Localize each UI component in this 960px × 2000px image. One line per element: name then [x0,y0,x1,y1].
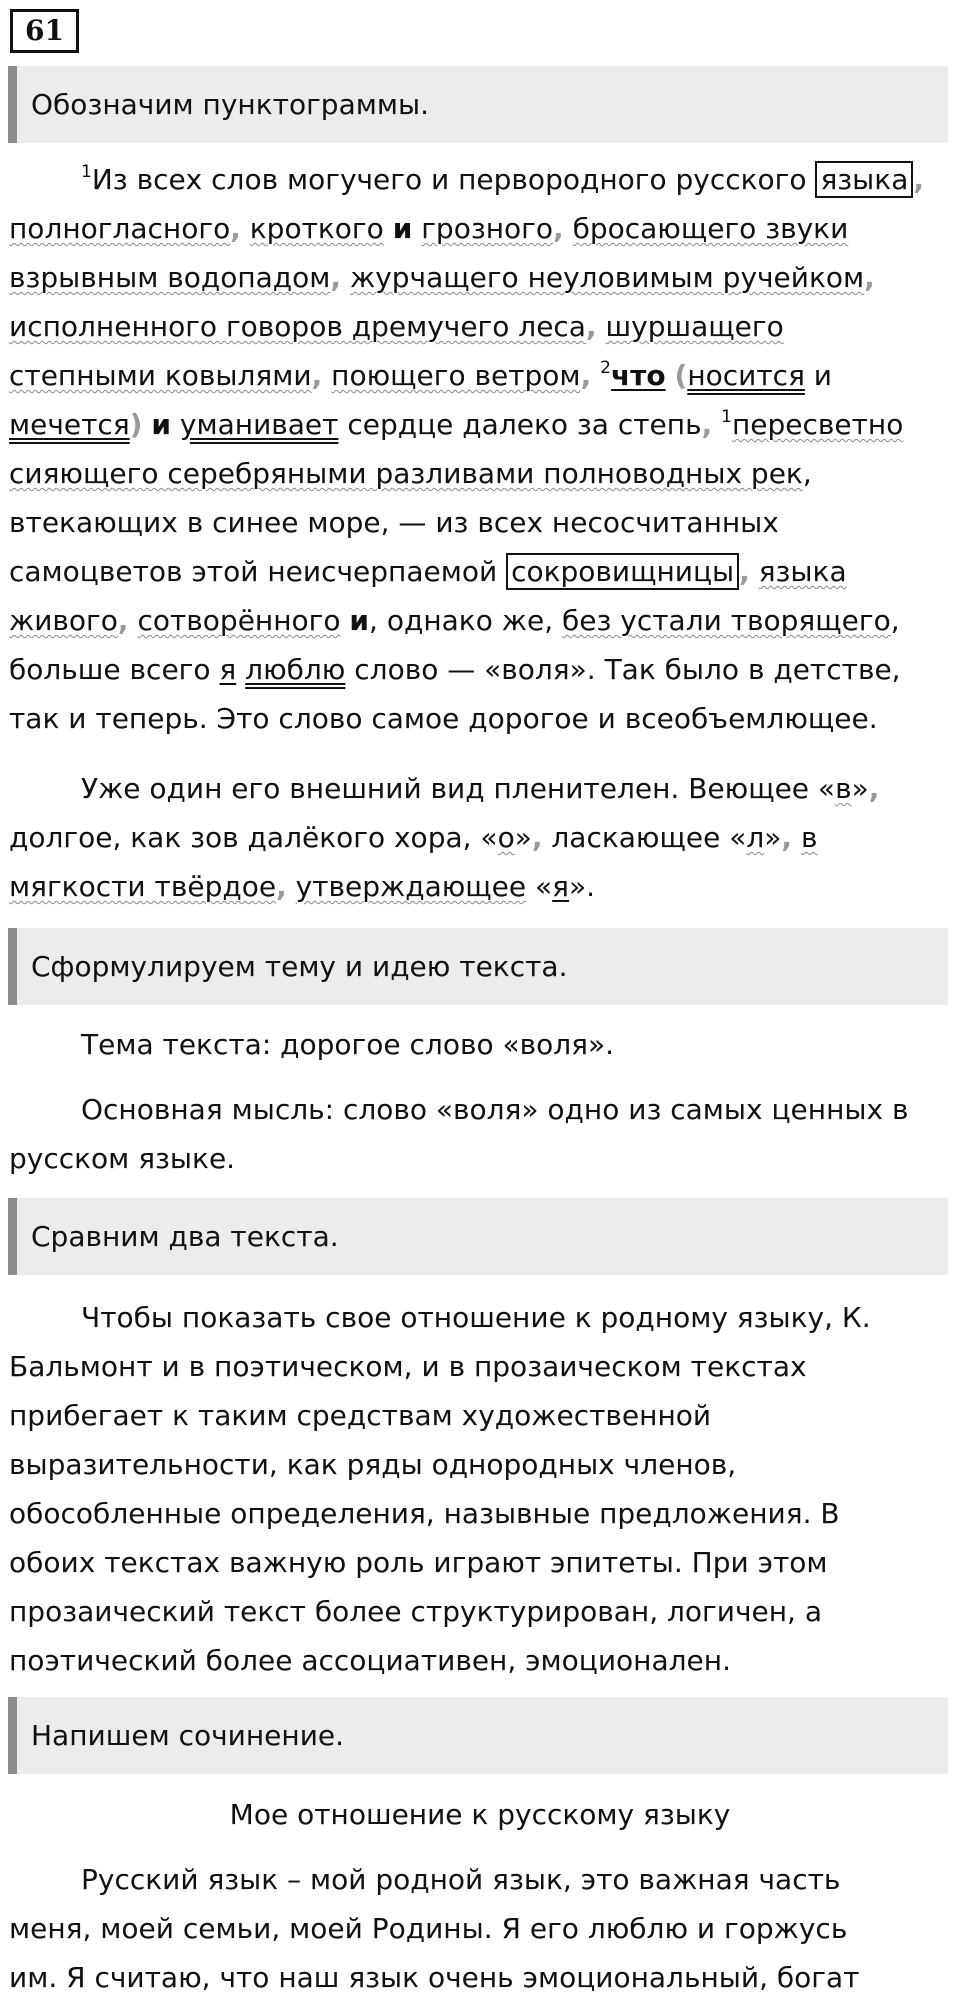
essay-title: Мое отношение к русскому языку [229,1798,731,1831]
idea-text: Основная мысль: слово «воля» одно из самых ценных в [81,1093,909,1126]
sentence-number: 2 [600,358,611,378]
text-line: живого, сотворённого и, однако же, без устали творящего, [9,604,900,637]
punct-mark: , [311,359,323,392]
text-line: мягкости твёрдое, утверждающее «я». [9,870,596,903]
punct-mark: , [553,212,564,245]
text-line: обособленные определения, назывные предложения. В [9,1497,840,1530]
boxed-word: сокровищницы [506,553,739,590]
punct-mark: , [913,163,924,196]
section-heading-compare: Сравним два текста. [8,1198,948,1275]
text-line: долгое, как зов далёкого хора, «о», ласкающее «л», в [9,821,818,854]
section-heading-punctograms: Обозначим пунктограммы. [8,66,948,143]
text-line: $^1$Из всех слов могучего и первородного русского языка , [81,162,924,196]
punct-mark: , [276,870,287,903]
text-line: прозаический текст более структурирован, логичен, а [9,1595,822,1628]
punct-mark: , [701,408,713,441]
text-line: обоих текстах важную роль играют эпитеты. При этом [9,1546,828,1579]
punct-mark: , [585,310,597,343]
text-line: мечется) и уманивает сердце далеко за степь, $^1$пересветно [9,407,904,441]
text-line: поэтический более ассоциативен, эмоционален. [9,1644,731,1677]
section-heading-theme: Сформулируем тему и идею текста. [8,928,948,1005]
text-line: втекающих в синее море, — из всех несосчитанных [9,506,779,539]
text-line: Русский язык – мой родной язык, это важная часть [81,1863,841,1896]
punct-mark: ( [674,359,688,392]
text-line: больше всего я люблю слово — «воля». Так было в детстве, [9,653,901,686]
punct-mark: , [864,261,875,294]
task-number: 61 [10,9,79,53]
text-line: Уже один его внешний вид пленителен. Веющее «в», [81,772,880,805]
text-line: самоцветов этой неисчерпаемой сокровищницы , языка [9,555,847,588]
sentence-number: 1 [81,162,92,182]
text-line: Чтобы показать свое отношение к родному языку, К. [81,1301,871,1334]
text-line: так и теперь. Это слово самое дорогое и всеобъемлющее. [9,702,878,735]
idea-text: русском языке. [9,1142,236,1175]
text-line: исполненного говоров дремучего леса, шуршащего [9,310,784,343]
text-line: им. Я считаю, что наш язык очень эмоциональный, богат [9,1961,860,1994]
text-line: выразительности, как ряды однородных членов, [9,1448,737,1481]
text-line: полногласного, кроткого и грозного, бросающего звуки [9,212,849,245]
text-line: взрывным водопадом, журчащего неуловимым ручейком, [9,261,875,294]
theme-text: Тема текста: дорогое слово «воля». [81,1028,615,1061]
punct-mark: , [739,555,750,588]
text-line: меня, моей семьи, моей Родины. Я его люблю и горжусь [9,1912,848,1945]
text-line: сияющего серебряными разливами полноводных рек, [9,457,812,490]
sentence-number: 1 [721,407,732,427]
punct-mark: , [117,604,129,637]
punct-mark: , [330,261,342,294]
text-line: прибегает к таким средствам художественной [9,1399,712,1432]
punct-mark: ) [129,408,143,441]
punct-mark: , [230,212,241,245]
text-line: Бальмонт и в поэтическом, и в прозаическом текстах [9,1350,807,1383]
text-line: степными ковылями, поющего ветром, $^2$что (носится и [9,358,833,392]
section-heading-essay: Напишем сочинение. [8,1697,948,1774]
punct-mark: , [868,772,880,805]
punct-mark: , [580,359,592,392]
punct-mark: , [531,821,543,854]
punct-mark: , [781,821,793,854]
boxed-word: языка [815,161,913,198]
